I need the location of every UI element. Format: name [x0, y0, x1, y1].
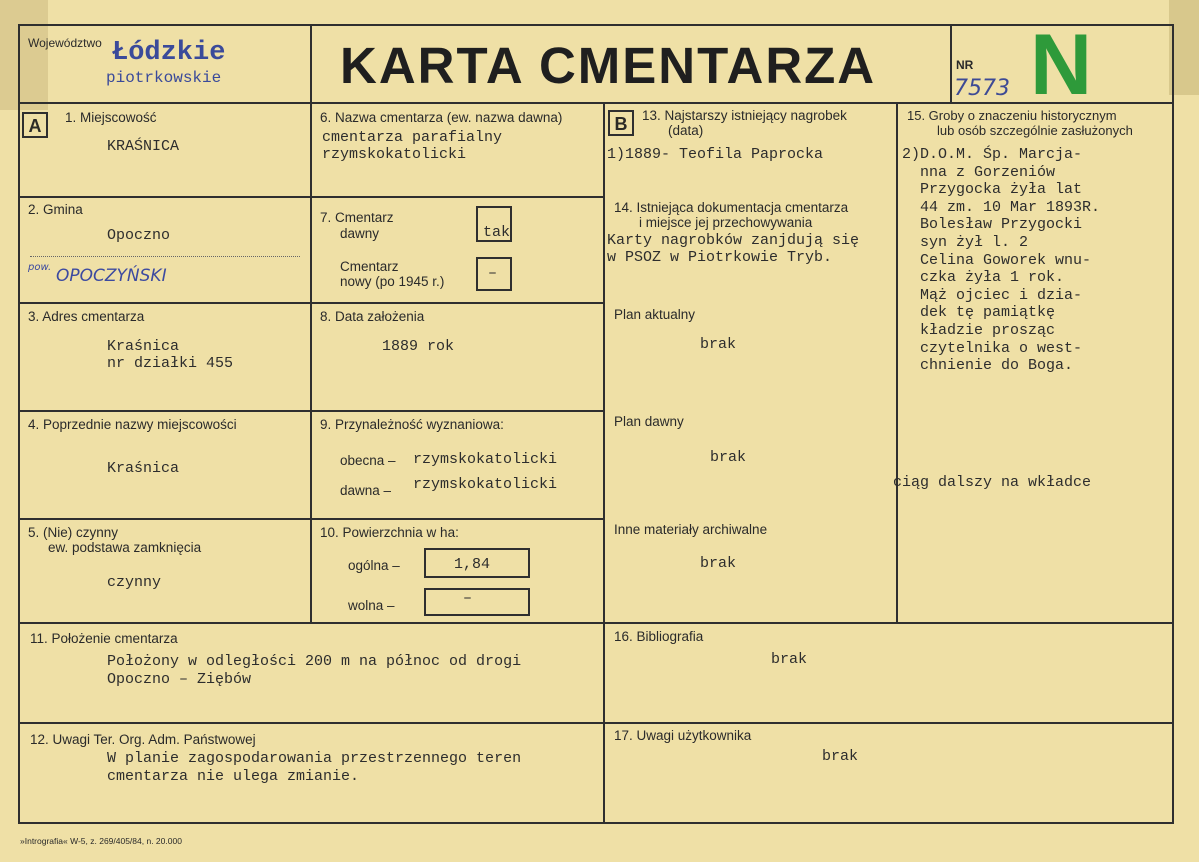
field-15-label2: lub osób szczególnie zasłużonych [937, 123, 1133, 138]
section-b-box: B [608, 110, 634, 136]
field-15-line: Bolesław Przygocki [902, 216, 1083, 234]
plan-dawny-label: Plan dawny [614, 414, 684, 429]
wojewodztwo-value: Łódzkie [112, 38, 226, 68]
field-15-line: nna z Gorzeniów [902, 163, 1056, 181]
wojewodztwo-label: Województwo [28, 36, 102, 50]
field-5-label2: ew. podstawa zamknięcia [48, 540, 202, 555]
field-10-wolna-box [424, 588, 530, 616]
field-15-line: syn żył l. 2 [902, 234, 1029, 251]
field-12-line2: cmentarza nie ulega zmianie. [107, 768, 360, 785]
section-a-box: A [22, 112, 48, 138]
field-15-line: 44 zm. 10 Mar 1893R. [902, 198, 1101, 216]
field-9-obecna-value: rzymskokatolicki [413, 451, 558, 468]
column-divider-2 [603, 102, 605, 824]
field-16-label: 16. Bibliografia [614, 629, 704, 644]
field-1-value: KRAŚNICA [107, 138, 180, 155]
field-7-dawny-label: dawny [340, 226, 380, 241]
dotted-line [30, 256, 300, 257]
field-10-ogolna-value: 1,84 [454, 556, 491, 573]
pow-prefix: pow. [28, 262, 52, 273]
plan-dawny-value: brak [710, 449, 747, 466]
field-2-label: 2. Gmina [28, 202, 83, 217]
pow-value: OPOCZYŃSKI [56, 266, 167, 286]
header-divider [18, 102, 1174, 104]
inne-materialy-value: brak [700, 555, 737, 572]
nr-value: 7573 [954, 76, 1010, 101]
field-15-line: kładzie prosząc [902, 322, 1056, 339]
field-7-dawny-value: tak [483, 224, 511, 241]
field-9-dawna-label: dawna – [340, 483, 392, 498]
field-8-label: 8. Data założenia [320, 309, 425, 324]
field-4-value: Kraśnica [107, 460, 180, 477]
page-title: KARTA CMENTARZA [340, 37, 877, 94]
field-8-value: 1889 rok [382, 338, 455, 355]
column-divider-3 [896, 102, 898, 624]
field-6-label: 6. Nazwa cmentarza (ew. nazwa dawna) [320, 110, 563, 125]
field-15-line: Mąż ojciec i dzia- [902, 286, 1083, 304]
field-3-line2: nr działki 455 [107, 355, 234, 372]
field-9-label: 9. Przynależność wyznaniowa: [320, 417, 504, 432]
region-value: piotrkowskie [106, 69, 222, 87]
row-divider-1 [18, 196, 605, 198]
field-13-label1: 13. Najstarszy istniejący nagrobek [642, 108, 847, 123]
field-14-line2: w PSOZ w Piotrkowie Tryb. [607, 249, 833, 266]
field-6-line1: cmentarza parafialny [322, 129, 503, 146]
field-5-label1: 5. (Nie) czynny [28, 525, 119, 540]
print-footer: »Intrografia« W-5, z. 269/405/84, n. 20.000 [20, 836, 182, 846]
field-16-value: brak [771, 651, 808, 668]
field-15-line: 2)D.O.M. Śp. Marcja- [902, 146, 1083, 163]
field-12-label: 12. Uwagi Ter. Org. Adm. Państwowej [30, 732, 256, 747]
field-4-label: 4. Poprzednie nazwy miejscowości [28, 417, 237, 432]
field-11-line1: Położony w odległości 200 m na północ od drogi [107, 653, 522, 670]
row-divider-6 [18, 722, 1174, 724]
plan-aktualny-value: brak [700, 336, 737, 353]
field-7-nowy-value: – [488, 265, 498, 282]
plan-aktualny-label: Plan aktualny [614, 307, 696, 322]
field-13-label2: (data) [668, 123, 704, 138]
nr-label: NR [956, 58, 974, 72]
field-5-value: czynny [107, 574, 162, 591]
field-10-label: 10. Powierzchnia w ha: [320, 525, 459, 540]
row-divider-2 [18, 302, 605, 304]
field-3-line1: Kraśnica [107, 338, 180, 355]
nr-divider [950, 24, 952, 102]
row-divider-5 [18, 622, 1174, 624]
field-15-label1: 15. Groby o znaczeniu historycznym [907, 108, 1117, 123]
field-15-line: Celina Goworek wnu- [902, 251, 1092, 269]
field-7-nowy-label2: nowy (po 1945 r.) [340, 274, 445, 289]
field-2-value: Opoczno [107, 227, 171, 244]
field-15-line: czka żyła 1 rok. [902, 269, 1065, 287]
field-7-label: 7. Cmentarz [320, 210, 394, 225]
field-15-line: czytelnika o west- [902, 339, 1083, 357]
field-10-wolna-label: wolna – [348, 598, 395, 613]
field-11-label: 11. Położenie cmentarza [30, 631, 178, 646]
field-7-nowy-label1: Cmentarz [340, 259, 399, 274]
field-9-obecna-label: obecna – [340, 453, 396, 468]
field-17-value: brak [822, 748, 859, 765]
field-15-continued: ciąg dalszy na wkładce [893, 474, 1092, 491]
field-1-label: 1. Miejscowość [65, 110, 157, 125]
field-15-line: Przygocka żyła lat [902, 181, 1083, 199]
field-14-line1: Karty nagrobków zanjdują się [607, 232, 860, 249]
field-11-line2: Opoczno – Ziębów [107, 671, 252, 688]
field-14-label2: i miejsce jej przechowywania [639, 215, 813, 230]
field-10-wolna-value: – [463, 590, 473, 607]
row-divider-3 [18, 410, 605, 412]
inne-materialy-label: Inne materiały archiwalne [614, 522, 768, 537]
field-6-line2: rzymskokatolicki [322, 146, 467, 163]
field-15-line: dek tę pamiątkę [902, 304, 1056, 322]
field-12-line1: W planie zagospodarowania przestrzennego teren [107, 750, 522, 767]
field-10-ogolna-label: ogólna – [348, 558, 400, 573]
field-14-label1: 14. Istniejąca dokumentacja cmentarza [614, 200, 849, 215]
row-divider-4 [18, 518, 605, 520]
field-9-dawna-value: rzymskokatolicki [413, 476, 558, 493]
field-3-label: 3. Adres cmentarza [28, 309, 145, 324]
corner-letter: N [1030, 17, 1093, 113]
field-17-label: 17. Uwagi użytkownika [614, 728, 752, 743]
field-13-value: 1)1889- Teofila Paprocka [607, 146, 824, 163]
column-divider-1 [310, 24, 312, 624]
field-15-line: chnienie do Boga. [902, 357, 1074, 375]
